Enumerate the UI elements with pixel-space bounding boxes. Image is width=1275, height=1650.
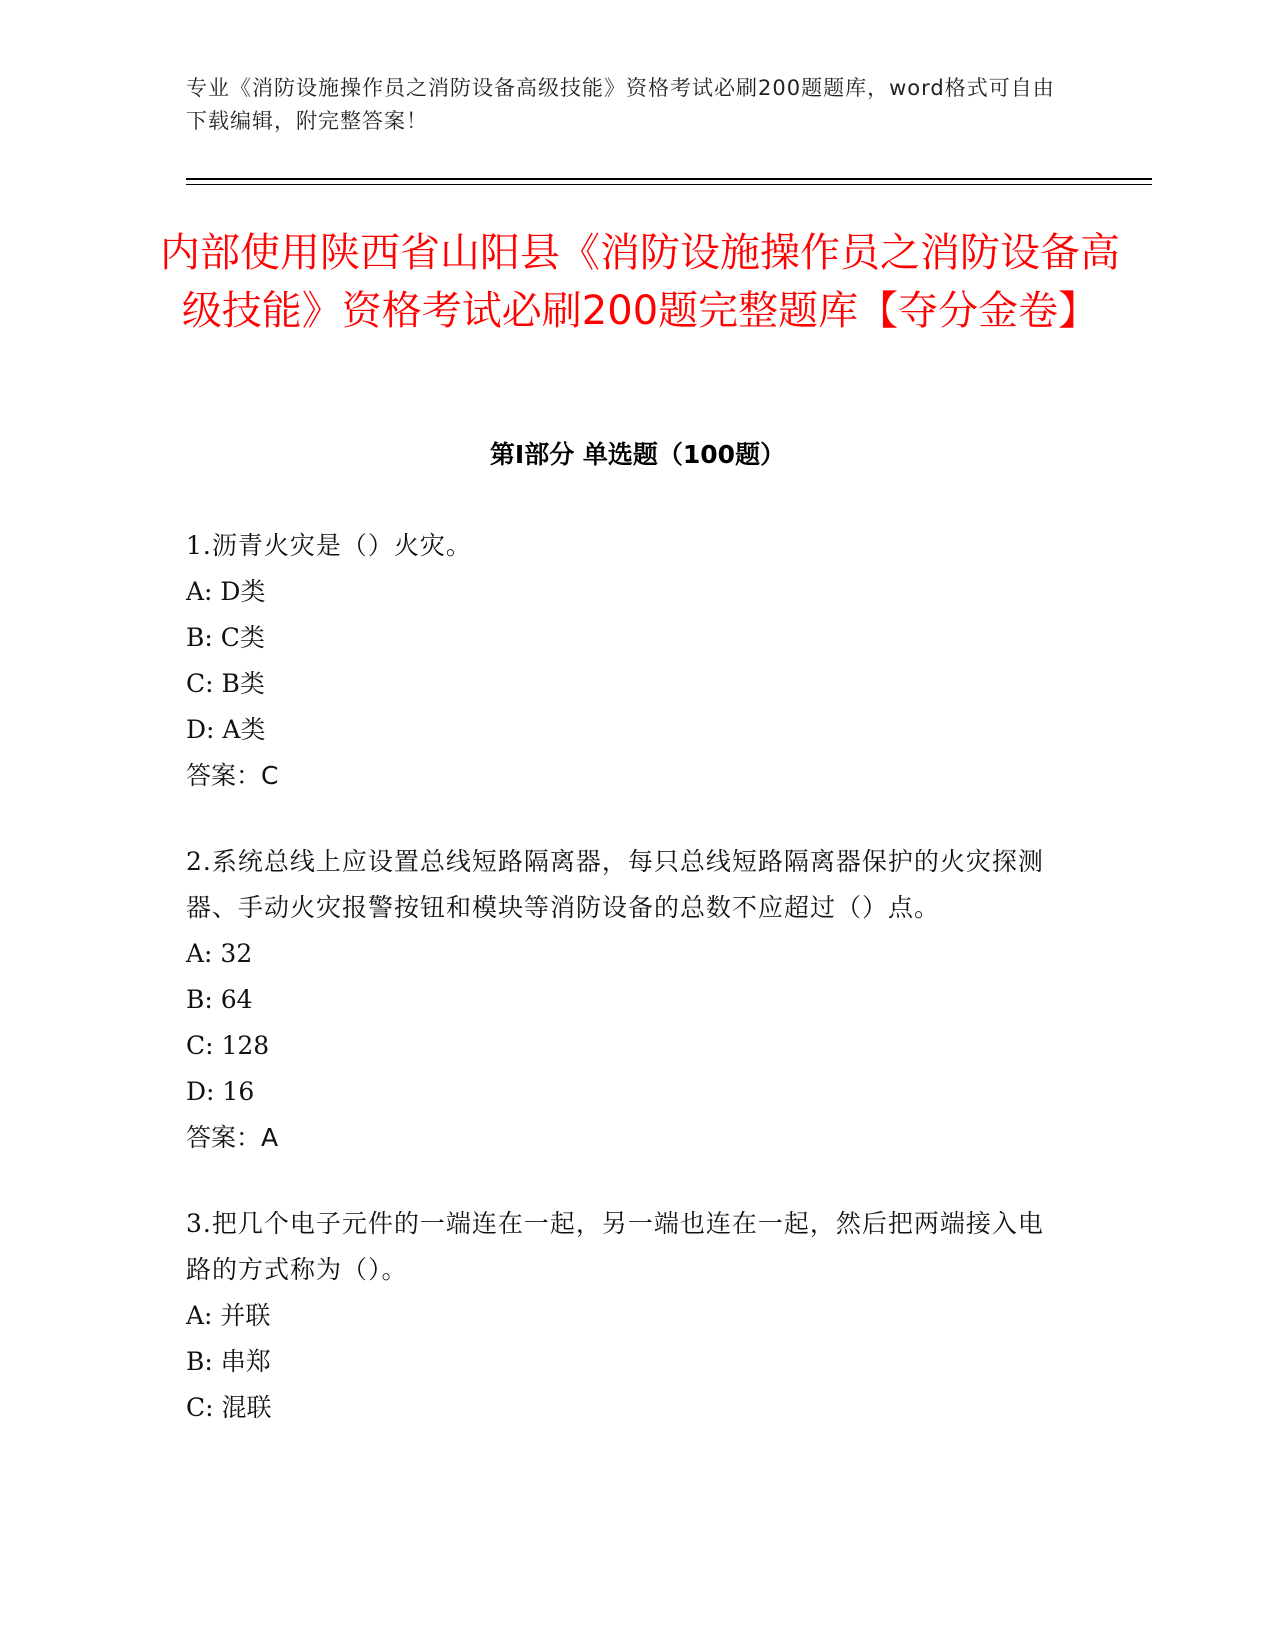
option-d: D: 16 [186, 1077, 255, 1106]
option-a: A: D类 [186, 577, 266, 606]
question-3 [186, 1201, 1066, 1431]
option-c: C: 混联 [186, 1393, 272, 1422]
option-d: D: A类 [186, 715, 266, 744]
section-title: 第Ⅰ部分 单选题（100题） [489, 440, 786, 469]
question-text: 1.沥青火灾是（）火灾。 [186, 531, 472, 560]
option-b: B: 64 [186, 985, 253, 1014]
option-a: A: 并联 [186, 1301, 271, 1330]
header-divider-thick [186, 178, 1152, 180]
option-b: B: 串郑 [186, 1347, 271, 1376]
question-text: 2.系统总线上应设置总线短路隔离器，每只总线短路隔离器保护的火灾探测器、手动火灾报警按钮和模块等消防设备的总数不应超过（）点。 [186, 847, 1044, 922]
document-title: 内部使用陕西省山阳县《消防设施操作员之消防设备高级技能》资格考试必刷200题完整题库【夺分金卷】 [160, 230, 1120, 334]
question-text: 3.把几个电子元件的一端连在一起，另一端也连在一起，然后把两端接入电路的方式称为（）。 [186, 1209, 1044, 1284]
question-1 [186, 523, 1066, 799]
option-c: C: 128 [186, 1031, 270, 1060]
answer: 答案：C [186, 761, 279, 790]
option-a: A: 32 [186, 939, 253, 968]
option-c: C: B类 [186, 669, 265, 698]
question-list [186, 523, 1066, 1471]
header-note: 专业《消防设施操作员之消防设备高级技能》资格考试必刷200题题库，word格式可自由下载编辑，附完整答案！ [186, 76, 1055, 133]
question-2 [186, 839, 1066, 1161]
header-divider-thin [186, 184, 1152, 185]
answer: 答案：A [186, 1123, 279, 1152]
option-b: B: C类 [186, 623, 265, 652]
